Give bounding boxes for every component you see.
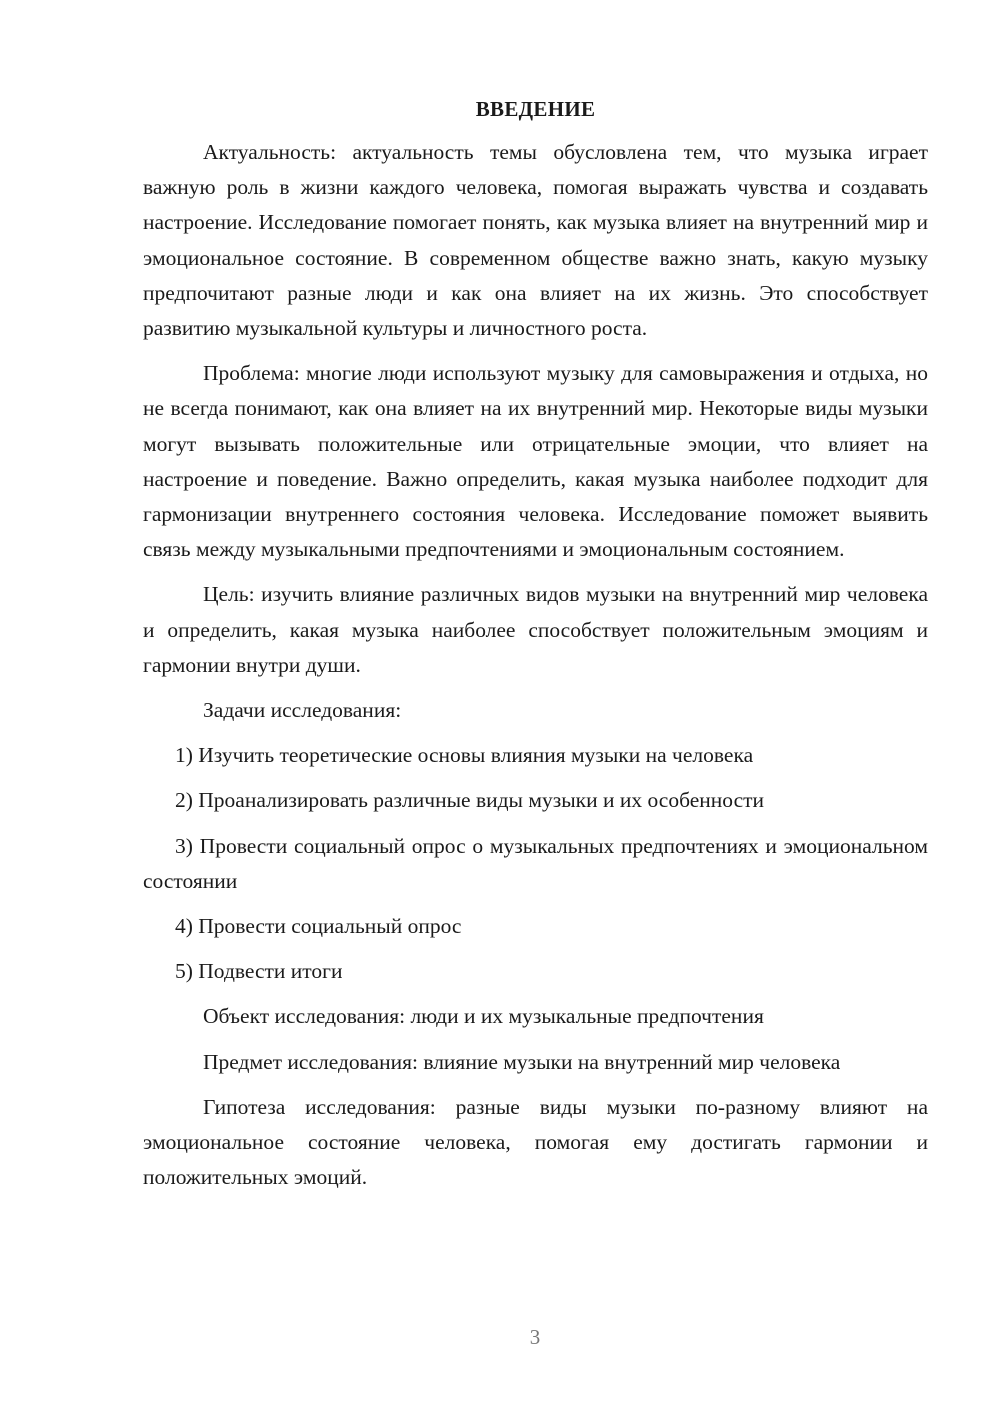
- task-item-4: 4) Провести социальный опрос: [175, 914, 462, 939]
- problem-paragraph: Проблема: многие люди используют музыку для самовыражения и отдыха, но не всегда понимают, как она влияет на их внутренний мир. Некоторые виды музыки могут вызывать положительные или отрицательные эмоции, что влияет на настроение и поведение. Важно определить, какая музыка наиболее подходит для гармонизации внутреннего состояния человека. Исследование поможет выявить связь между музыкальными предпочтениями и эмоциональным состоянием.: [143, 361, 928, 562]
- page-number: 3: [529, 1325, 541, 1349]
- tasks-heading: Задачи исследования:: [203, 698, 402, 723]
- relevance-paragraph: Актуальность: актуальность темы обусловлена тем, что музыка играет важную роль в жизни каждого человека, помогая выражать чувства и создавать настроение. Исследование помогает понять, как музыка влияет на внутренний мир и эмоциональное состояние. В современном обществе важно знать, какую музыку предпочитают разные люди и как она влияет на их жизнь. Это способствует развитию музыкальной культуры и личностного роста.: [143, 140, 928, 341]
- goal-paragraph: Цель: изучить влияние различных видов музыки на внутренний мир человека и определить, какая музыка наиболее способствует положительным эмоциям и гармонии внутри души.: [143, 582, 928, 677]
- task-item-1: 1) Изучить теоретические основы влияния музыки на человека: [175, 743, 754, 768]
- document-page: [143, 92, 928, 1195]
- object-paragraph: Объект исследования: люди и их музыкальные предпочтения: [203, 1004, 764, 1029]
- task-item-3: 3) Провести социальный опрос о музыкальных предпочтениях и эмоциональном состоянии: [143, 833, 928, 893]
- task-item-5: 5) Подвести итоги: [175, 959, 343, 984]
- hypothesis-paragraph: Гипотеза исследования: разные виды музыки по-разному влияют на эмоциональное состояние человека, помогая ему достигать гармонии и положительных эмоций.: [143, 1094, 928, 1190]
- task-item-2: 2) Проанализировать различные виды музыки и их особенности: [175, 788, 765, 813]
- subject-paragraph: Предмет исследования: влияние музыки на внутренний мир человека: [203, 1049, 841, 1074]
- page-title: ВВЕДЕНИЕ: [475, 97, 596, 121]
